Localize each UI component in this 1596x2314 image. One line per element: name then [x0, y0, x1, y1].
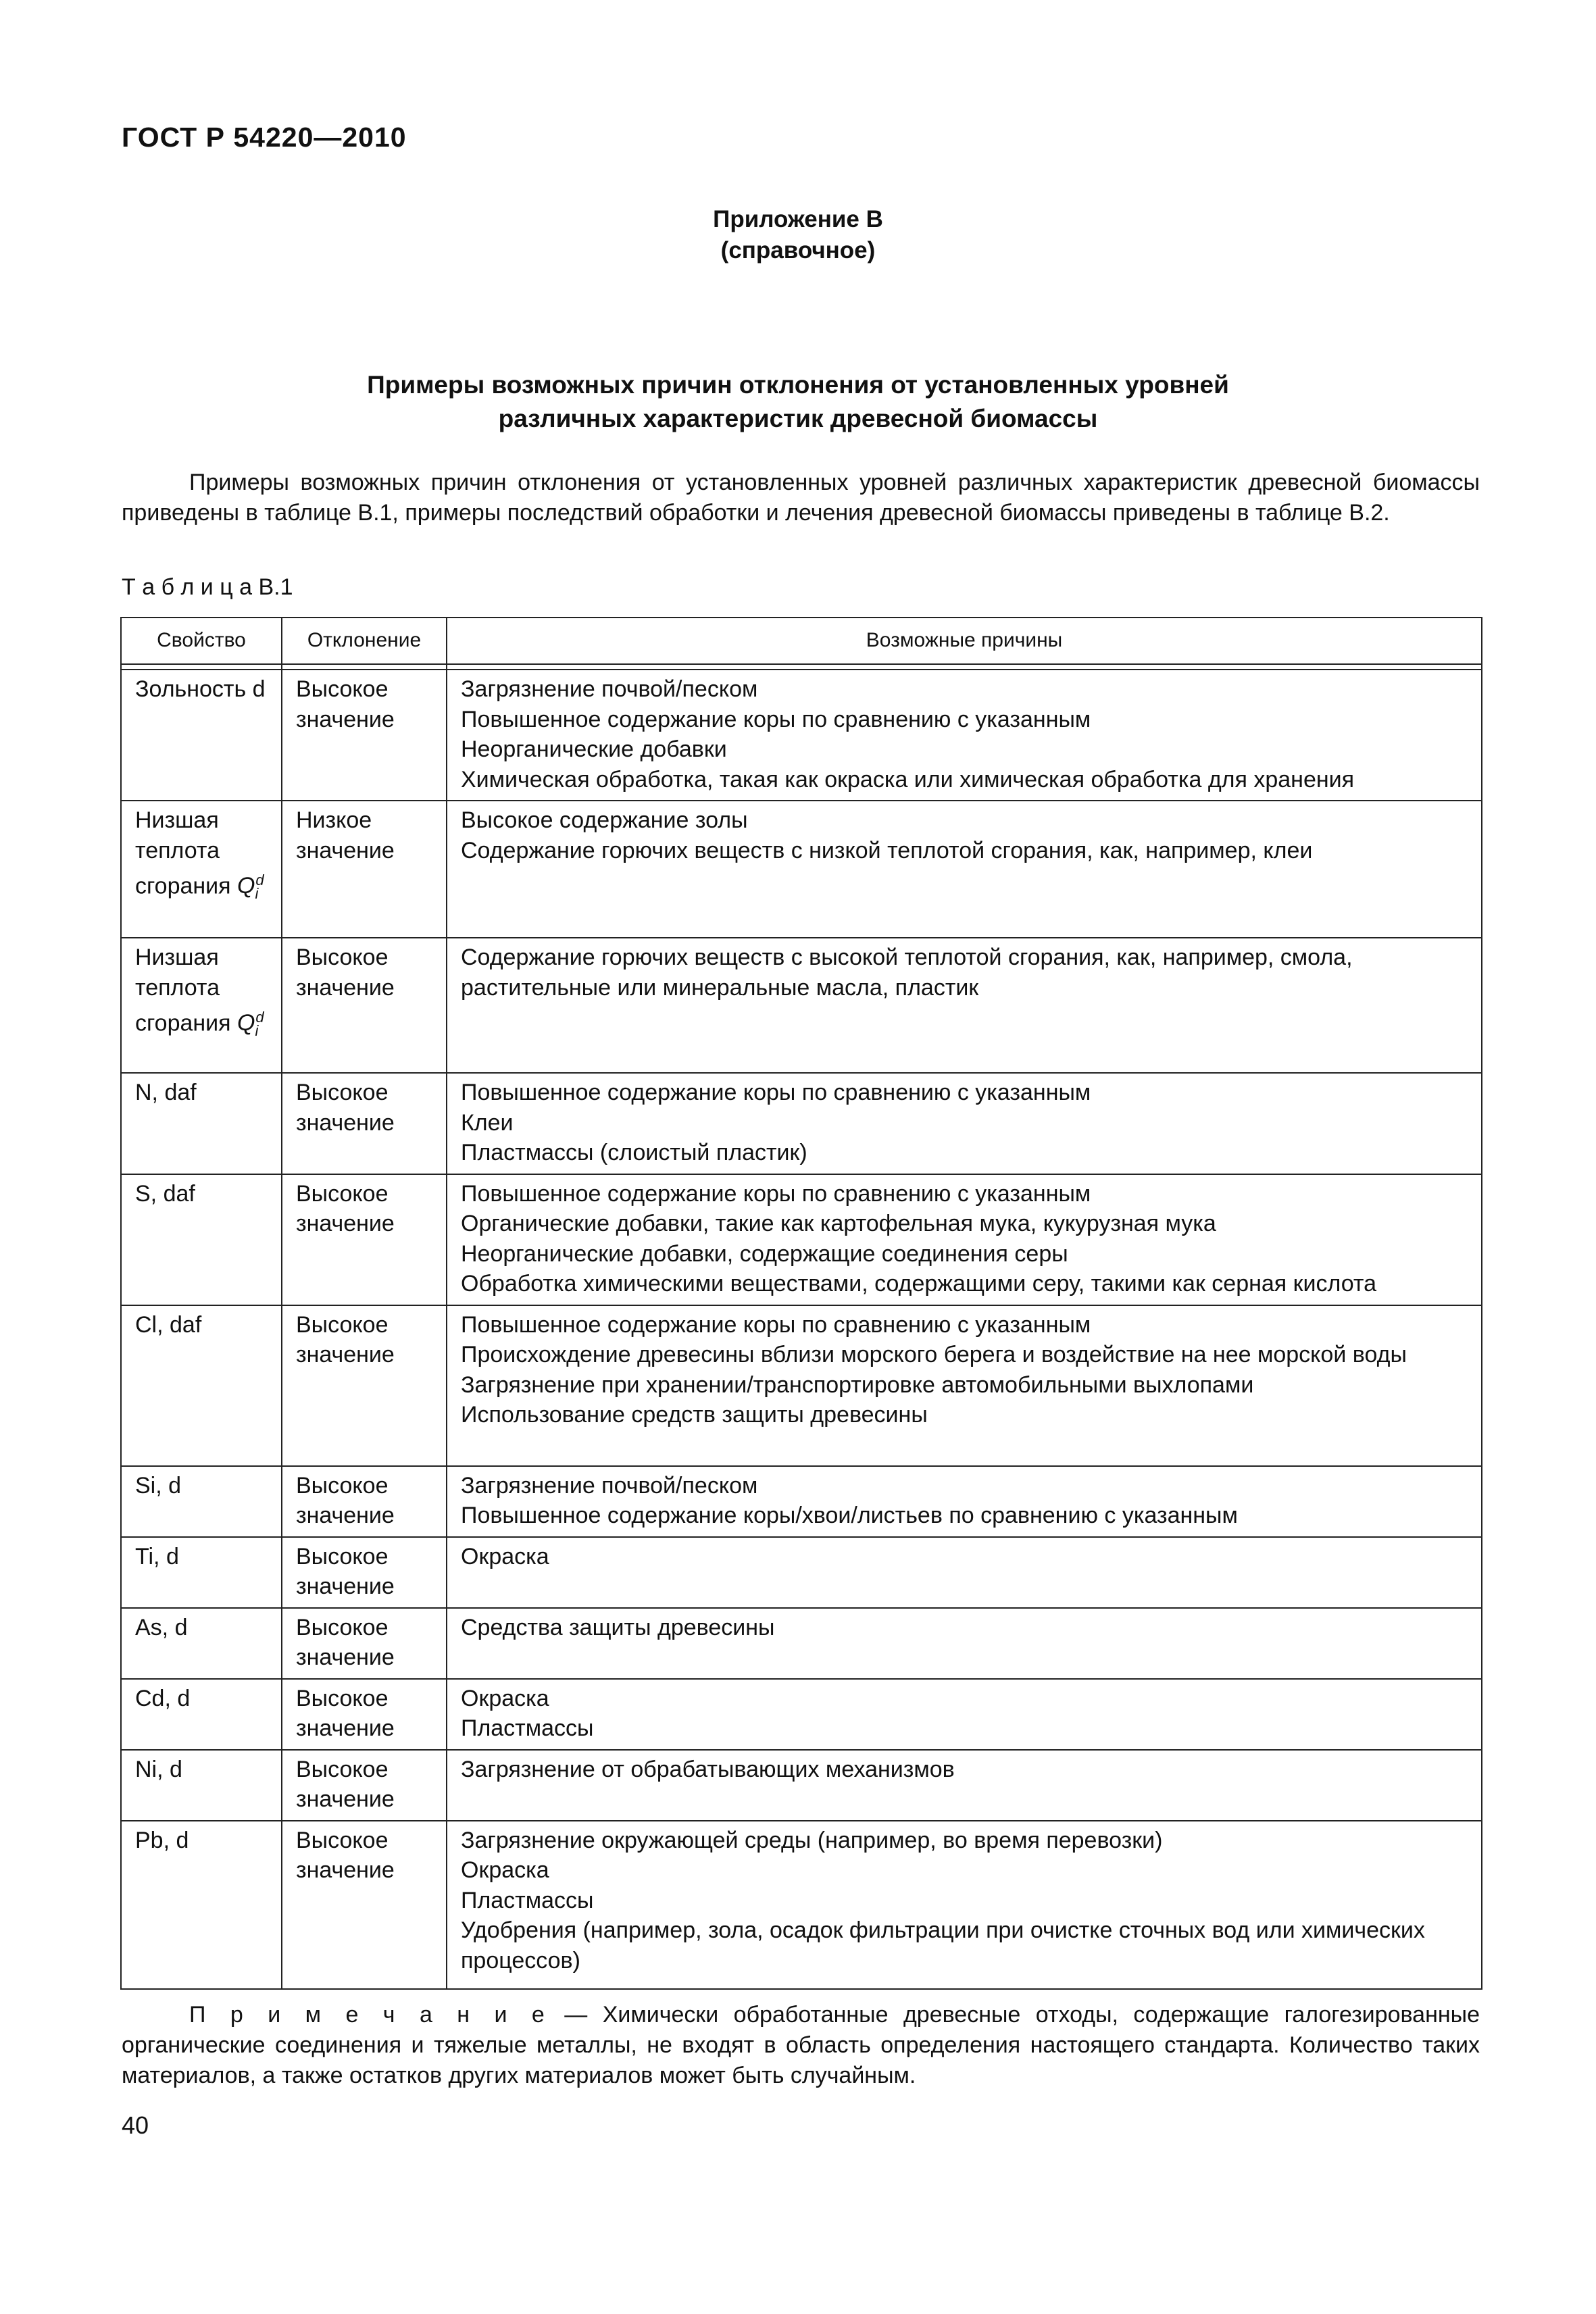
property-symbol: $Q_i^d$	[237, 872, 264, 903]
cause-item: Окраска	[461, 1857, 549, 1883]
property-text: As, d	[135, 1614, 188, 1640]
cause-item: Происхождение древесины вблизи морского берега и воздействие на нее морской воды	[461, 1342, 1407, 1367]
row-deviation: Высокое значение	[282, 1305, 447, 1466]
row-causes	[447, 1174, 1482, 1305]
property-text: Cd, d	[135, 1685, 191, 1711]
table-label: Т а б л и ц а В.1	[122, 574, 293, 600]
cause-item: Средства защиты древесины	[461, 1614, 775, 1640]
row-property	[121, 1679, 282, 1750]
table-row	[121, 1174, 1482, 1305]
table-row	[121, 1679, 1482, 1750]
annex-title: Приложение В	[713, 206, 883, 232]
note-label: П р и м е ч а н и е	[189, 2002, 549, 2028]
cause-item: Повышенное содержание коры по сравнению с указанным	[461, 706, 1091, 732]
cause-item: Загрязнение почвой/песком	[461, 676, 758, 702]
cause-item: Обработка химическими веществами, содержащими серу, такими как серная кислота	[461, 1271, 1377, 1297]
row-property	[121, 1073, 282, 1174]
table-row	[121, 1466, 1482, 1537]
cause-item: Окраска	[461, 1543, 549, 1569]
table-row	[121, 801, 1482, 938]
row-causes	[447, 938, 1482, 1073]
cause-item: Пластмассы	[461, 1887, 594, 1913]
cause-item: Повышенное содержание коры по сравнению с указанным	[461, 1311, 1091, 1338]
row-deviation: Высокое значение	[282, 938, 447, 1073]
cause-item: Повышенное содержание коры по сравнению с указанным	[461, 1080, 1091, 1105]
row-property	[121, 670, 282, 801]
table-row	[121, 1608, 1482, 1679]
row-causes	[447, 1821, 1482, 1989]
row-property	[121, 1174, 282, 1305]
row-causes	[447, 1073, 1482, 1174]
row-deviation: Высокое значение	[282, 1537, 447, 1608]
cause-item: Удобрения (например, зола, осадок фильтрации при очистке сточных вод или химических процессов)	[461, 1917, 1425, 1973]
row-causes	[447, 1305, 1482, 1466]
row-deviation: Высокое значение	[282, 1750, 447, 1821]
row-property	[121, 1305, 282, 1466]
cause-item: Повышенное содержание коры/хвои/листьев по сравнению с указанным	[461, 1503, 1238, 1528]
property-text: Зольность d	[135, 676, 266, 702]
page-number: 40	[122, 2111, 149, 2139]
table-note	[122, 2000, 1480, 2091]
row-causes	[447, 670, 1482, 801]
header-gap	[121, 664, 1482, 670]
cause-item: Пластмассы	[461, 1715, 594, 1741]
document-header: ГОСТ Р 54220—2010	[122, 122, 407, 153]
row-deviation: Высокое значение	[282, 1073, 447, 1174]
property-text: Низшая теплота сгорания	[135, 945, 231, 1036]
cause-item: Неорганические добавки, содержащие соединения серы	[461, 1240, 1068, 1267]
header-causes: Возможные причины	[447, 618, 1482, 664]
row-causes	[447, 1537, 1482, 1608]
row-property	[121, 1750, 282, 1821]
table-row	[121, 670, 1482, 801]
intro-text: Примеры возможных причин отклонения от установленных уровней различных характеристик древесной биомассы приведены в таблице В.1, примеры последствий обработки и лечения древесной биомассы приведены в таблице В.2.	[122, 470, 1480, 526]
note-text: — Химически обработанные древесные отходы, содержащие галогезированные органические соединения и тяжелые металлы, не входят в область определения настоящего стандарта. Количество таких материалов, а также остатков других материалов может быть случайным.	[122, 2002, 1480, 2088]
table-row	[121, 1537, 1482, 1608]
cause-item: Использование средств защиты древесины	[461, 1402, 928, 1428]
table-body	[121, 670, 1482, 1989]
property-symbol: $Q_i^d$	[237, 1009, 264, 1040]
cause-item: Загрязнение от обрабатывающих механизмов	[461, 1756, 955, 1782]
section-title	[203, 368, 1393, 436]
cause-item: Содержание горючих веществ с высокой теплотой сгорания, как, например, смола, растительные или минеральные масла, пластик	[461, 945, 1353, 1001]
property-text: Si, d	[135, 1472, 182, 1499]
row-deviation: Высокое значение	[282, 1466, 447, 1537]
row-deviation: Высокое значение	[282, 1821, 447, 1989]
cause-item: Загрязнение при хранении/транспортировке автомобильными выхлопами	[461, 1372, 1254, 1398]
cause-item: Загрязнение почвой/песком	[461, 1472, 758, 1499]
row-deviation: Низкое значение	[282, 801, 447, 938]
cause-item: Неорганические добавки	[461, 736, 727, 762]
note-paragraph	[122, 2000, 1480, 2091]
table-row	[121, 1073, 1482, 1174]
header-deviation: Отклонение	[282, 618, 447, 664]
row-deviation: Высокое значение	[282, 670, 447, 801]
row-property	[121, 1821, 282, 1989]
row-property	[121, 1537, 282, 1608]
row-property	[121, 1608, 282, 1679]
cause-item: Окраска	[461, 1685, 549, 1711]
property-text: S, daf	[135, 1180, 195, 1207]
cause-item: Повышенное содержание коры по сравнению с указанным	[461, 1180, 1091, 1207]
section-title-line1: Примеры возможных причин отклонения от установленных уровней	[367, 371, 1229, 399]
table-header-row	[121, 618, 1482, 664]
row-deviation: Высокое значение	[282, 1679, 447, 1750]
property-text: Cl, daf	[135, 1311, 202, 1338]
row-deviation: Высокое значение	[282, 1608, 447, 1679]
cause-item: Химическая обработка, такая как окраска или химическая обработка для хранения	[461, 766, 1355, 793]
row-property	[121, 801, 282, 938]
header-property: Свойство	[121, 618, 282, 664]
intro-paragraph	[122, 468, 1480, 528]
table-row	[121, 1305, 1482, 1466]
cause-item: Содержание горючих веществ с низкой теплотой сгорания, как, например, клеи	[461, 837, 1313, 863]
table-row	[121, 938, 1482, 1073]
property-text: Низшая теплота сгорания	[135, 807, 231, 899]
section-title-line2: различных характеристик древесной биомассы	[498, 405, 1098, 432]
cause-item: Органические добавки, такие как картофельная мука, кукурузная мука	[461, 1211, 1216, 1236]
causes-table	[120, 617, 1482, 1990]
property-text: Pb, d	[135, 1827, 189, 1853]
row-causes	[447, 801, 1482, 938]
property-text: N, daf	[135, 1080, 197, 1105]
row-causes	[447, 1466, 1482, 1537]
row-causes	[447, 1750, 1482, 1821]
cause-item: Пластмассы (слоистый пластик)	[461, 1140, 807, 1165]
row-causes	[447, 1608, 1482, 1679]
row-property	[121, 938, 282, 1073]
cause-item: Клеи	[461, 1109, 514, 1136]
property-text: Ti, d	[135, 1543, 179, 1569]
row-property	[121, 1466, 282, 1537]
cause-item: Загрязнение окружающей среды (например, во время перевозки)	[461, 1827, 1163, 1853]
table-row	[121, 1821, 1482, 1989]
row-causes	[447, 1679, 1482, 1750]
annex-type: (справочное)	[720, 237, 876, 263]
cause-item: Высокое содержание золы	[461, 807, 748, 833]
property-text: Ni, d	[135, 1756, 182, 1782]
row-deviation: Высокое значение	[282, 1174, 447, 1305]
table-row	[121, 1750, 1482, 1821]
annex-heading	[0, 204, 1596, 266]
